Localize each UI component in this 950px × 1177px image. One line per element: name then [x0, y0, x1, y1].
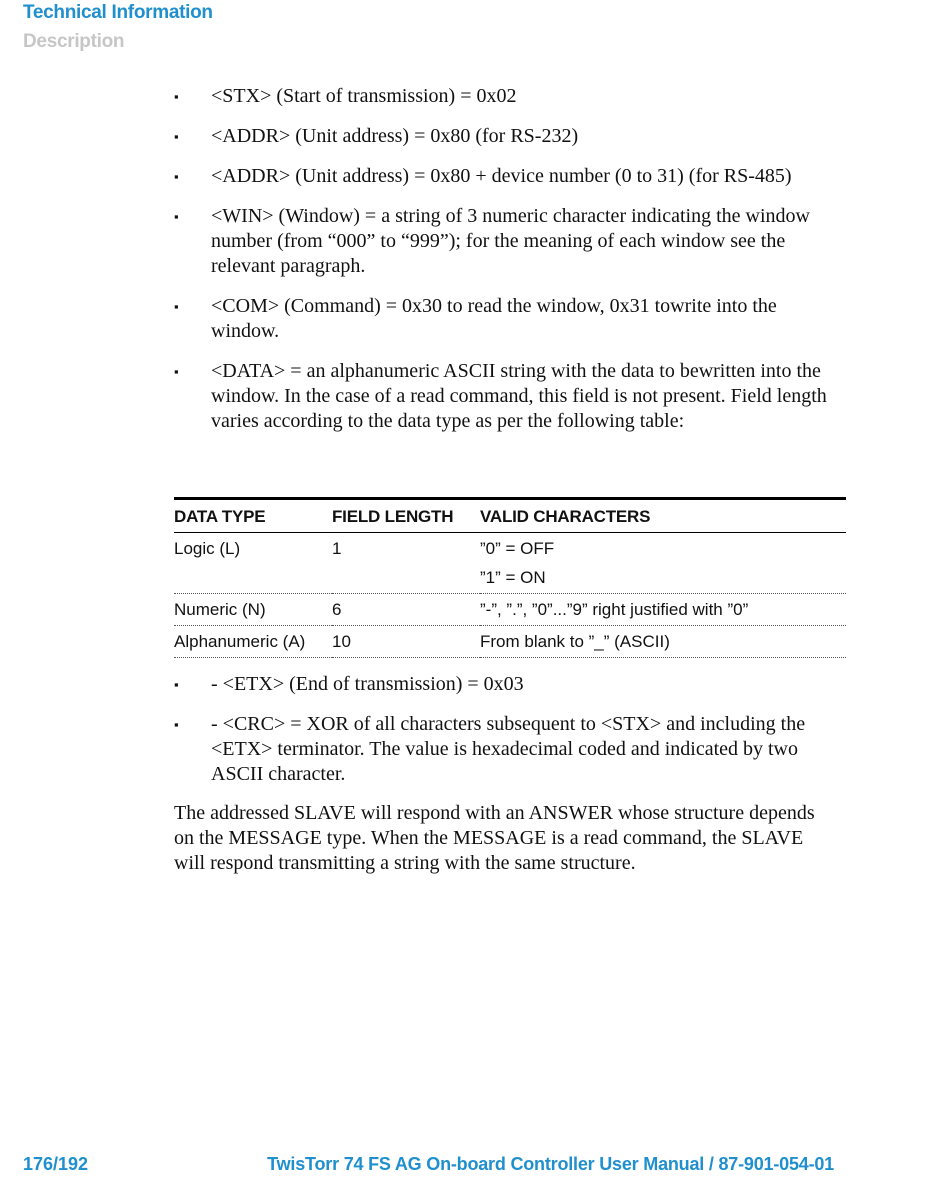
table-header-row	[174, 499, 846, 533]
column-header-field-length: FIELD LENGTH	[332, 499, 480, 533]
cell-valid-characters: From blank to ”_” (ASCII)	[480, 626, 846, 658]
page-content	[174, 84, 846, 876]
list-item-text: <STX> (Start of transmission) = 0x02	[211, 85, 517, 107]
valid-line: ”1” = ON	[480, 568, 546, 587]
list-item	[174, 294, 836, 344]
list-item-text: <DATA> = an alphanumeric ASCII string with the data to bewritten into the window. In the case of a read command, this field is not present. Field length varies according to the data type as per the following table:	[211, 360, 827, 432]
list-item	[174, 712, 836, 787]
list-item-text: - <CRC> = XOR of all characters subsequent to <STX> and including the <ETX> terminator. The value is hexadecimal coded and indicated by two ASCII character.	[211, 713, 806, 785]
cell-data-type: Logic (L)	[174, 533, 332, 594]
bullet-icon: ▪	[174, 364, 179, 379]
table-row	[174, 533, 846, 594]
list-item	[174, 672, 836, 697]
footer-manual-title: TwisTorr 74 FS AG On-board Controller User Manual / 87-901-054-01	[267, 1154, 834, 1174]
column-header-data-type: DATA TYPE	[174, 499, 332, 533]
list-item	[174, 84, 836, 109]
bullet-list-bottom	[174, 672, 846, 787]
bullet-icon: ▪	[174, 677, 179, 692]
bullet-icon: ▪	[174, 717, 179, 732]
cell-field-length: 1	[332, 533, 480, 594]
list-item-text: <ADDR> (Unit address) = 0x80 (for RS-232)	[211, 125, 579, 147]
table-row	[174, 626, 846, 658]
list-item	[174, 204, 836, 279]
list-item	[174, 124, 836, 149]
list-item	[174, 164, 836, 189]
cell-data-type: Numeric (N)	[174, 594, 332, 626]
data-type-table	[174, 497, 846, 658]
valid-line: ”0” = OFF	[480, 539, 555, 558]
section-title: Technical Information	[23, 2, 213, 23]
bullet-icon: ▪	[174, 89, 179, 104]
list-item-text: <COM> (Command) = 0x30 to read the window, 0x31 towrite into the window.	[211, 295, 777, 342]
data-type-table-wrapper	[174, 497, 846, 658]
list-item-text: - <ETX> (End of transmission) = 0x03	[211, 673, 524, 695]
column-header-valid-characters: VALID CHARACTERS	[480, 499, 846, 533]
body-paragraph: The addressed SLAVE will respond with an ANSWER whose structure depends on the MESSAGE type. When the MESSAGE is a read command, the SLAVE will respond transmitting a string with the same structure.	[174, 802, 815, 874]
bullet-icon: ▪	[174, 169, 179, 184]
bullet-icon: ▪	[174, 209, 179, 224]
bullet-icon: ▪	[174, 299, 179, 314]
cell-data-type: Alphanumeric (A)	[174, 626, 332, 658]
section-subtitle: Description	[23, 31, 125, 52]
list-item-text: <ADDR> (Unit address) = 0x80 + device number (0 to 31) (for RS-485)	[211, 165, 792, 187]
cell-field-length: 10	[332, 626, 480, 658]
bullet-list-top	[174, 84, 846, 434]
list-item-text: <WIN> (Window) = a string of 3 numeric character indicating the window number (from “000” to “999”); for the meaning of each window see the relevant paragraph.	[211, 205, 810, 277]
table-row	[174, 594, 846, 626]
cell-field-length: 6	[332, 594, 480, 626]
cell-valid-characters	[480, 533, 846, 594]
list-item	[174, 359, 836, 434]
page-number: 176/192	[23, 1154, 89, 1174]
bullet-icon: ▪	[174, 129, 179, 144]
cell-valid-characters: ”-”, ”.”, ”0”...”9” right justified with ”0”	[480, 594, 846, 626]
